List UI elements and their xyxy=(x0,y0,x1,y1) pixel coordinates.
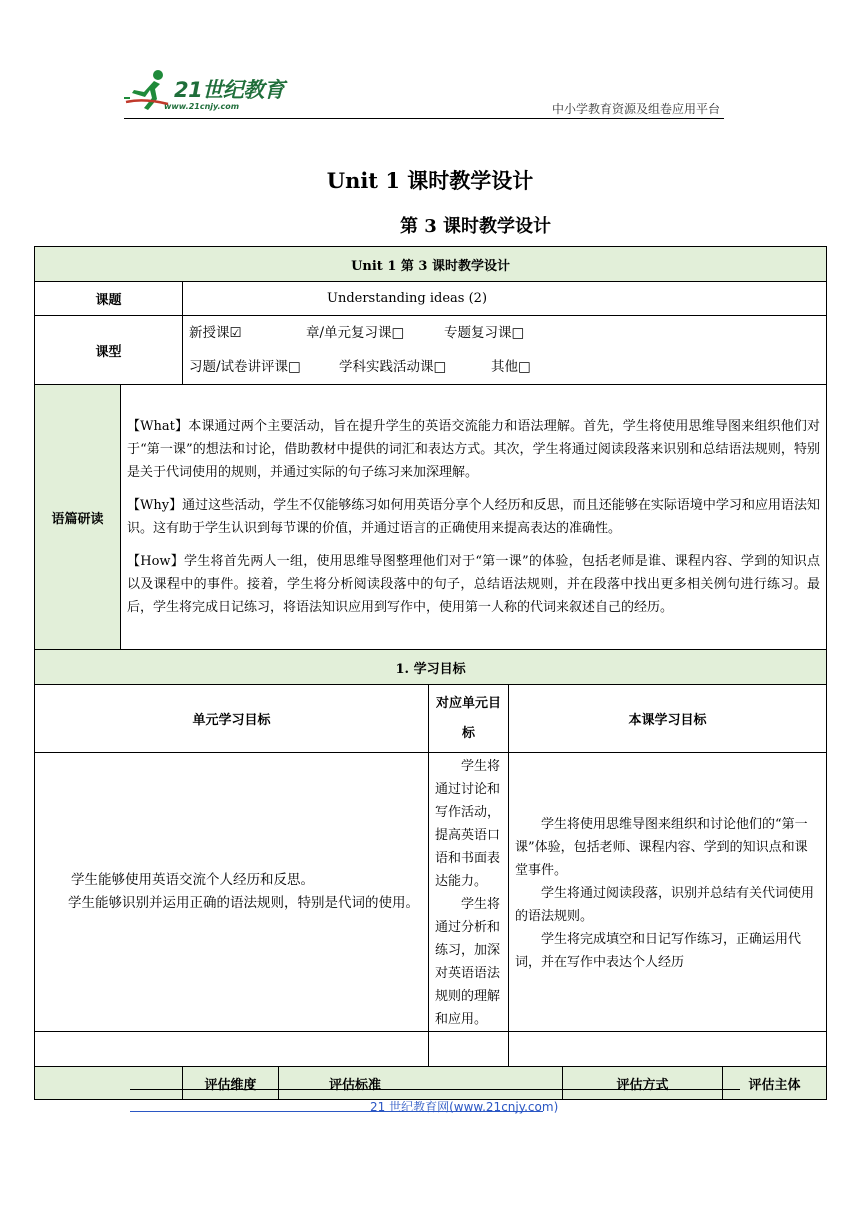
what-paragraph: 【What】本课通过两个主要活动，旨在提升学生的英语交流能力和语法理解。首先，学生将使用思维导图来组织他们对于“第一课”的想法和讨论，借助教材中提供的词汇和表达方式。其次，学生将通过阅读段落来识别和总结语法规则，特别是关于代词使用的规则，并通过实际的句子练习来加深理解。 xyxy=(127,419,821,480)
lesson-design-table xyxy=(34,246,827,1100)
topic-value xyxy=(183,282,827,316)
goals-section-title: 1. 学习目标 xyxy=(35,650,827,685)
logo-brand: 21世纪教育 xyxy=(174,78,285,102)
lesson-goal-1: 学生将使用思维导图来组织和讨论他们的“第一课”体验，包括老师、课程内容、学到的知识点和课堂事件。 xyxy=(515,816,808,878)
type-options xyxy=(183,316,827,385)
topic-label: 课题 xyxy=(35,282,183,316)
corresponding-goal-2: 学生将通过分析和练习，加深对英语语法规则的理解和应用。 xyxy=(435,897,501,1027)
how-paragraph: 【How】学生将首先两人一组，使用思维导图整理他们对于“第一课”的体验，包括老师是谁、课程内容、学到的知识点以及课程中的事件。接着，学生将分析阅读段落中的句子，总结语法规则，并在段落中找出更多相关例句进行练习。最后，学生将完成日记练习，将语法知识应用到写作中，使用第一人称的代词来叙述自己的经历。 xyxy=(127,554,821,615)
evaluation-header-row xyxy=(35,1067,827,1100)
unit-goals-header: 单元学习目标 xyxy=(35,685,429,753)
header-divider xyxy=(124,118,724,119)
eval-standard-header: 评估标准 xyxy=(279,1067,563,1100)
eval-method-header: 评估方式 xyxy=(563,1067,723,1100)
type-option-other[interactable]: 其他□ xyxy=(491,359,531,375)
empty-row xyxy=(35,1032,827,1067)
page-title: Unit 1 课时教学设计 xyxy=(326,168,534,193)
text-study-content xyxy=(121,385,827,650)
table-header-row xyxy=(35,247,827,282)
type-option-topic-review[interactable]: 专题复习课□ xyxy=(444,325,525,341)
table-header: Unit 1 第 3 课时教学设计 xyxy=(35,247,827,282)
goals-header-row xyxy=(35,685,827,753)
unit-goals-cell xyxy=(35,753,429,1032)
text-study-row xyxy=(35,385,827,650)
footer-link[interactable]: 21 世纪教育网(www.21cnjy.com) xyxy=(370,1100,559,1114)
lesson-goal-2: 学生将通过阅读段落，识别并总结有关代词使用的语法规则。 xyxy=(515,885,815,924)
goals-section-row xyxy=(35,650,827,685)
eval-subject-header: 评估主体 xyxy=(723,1067,827,1100)
goals-content-row xyxy=(35,753,827,1032)
type-row xyxy=(35,316,827,385)
topic-text: Understanding ideas (2) xyxy=(327,291,488,306)
type-option-exercise[interactable]: 习题/试卷讲评课□ xyxy=(189,359,301,375)
footer-divider xyxy=(130,1089,740,1090)
logo-url: www.21cnjy.com xyxy=(164,102,240,111)
platform-label: 中小学教育资源及组卷应用平台 xyxy=(551,102,720,116)
type-option-unit-review[interactable]: 章/单元复习课□ xyxy=(306,325,405,341)
empty-cell-2 xyxy=(429,1032,509,1067)
type-option-new[interactable]: 新授课☑ xyxy=(189,325,242,341)
type-label: 课型 xyxy=(35,316,183,385)
type-option-practice[interactable]: 学科实践活动课□ xyxy=(339,359,447,375)
unit-goal-2: 学生能够识别并运用正确的语法规则，特别是代词的使用。 xyxy=(68,895,419,911)
type-options-row-2 xyxy=(189,350,820,384)
empty-cell-3 xyxy=(509,1032,827,1067)
page-subtitle: 第 3 课时教学设计 xyxy=(400,216,552,237)
why-paragraph: 【Why】通过这些活动，学生不仅能够练习如何用英语分享个人经历和反思，而且还能够在实际语境中学习和应用语法知识。这有助于学生认识到每节课的价值，并通过语言的正确使用来提高表达的准确性。 xyxy=(127,498,821,536)
topic-row xyxy=(35,282,827,316)
corresponding-goal-1: 学生将通过讨论和写作活动，提高英语口语和书面表达能力。 xyxy=(435,759,501,889)
corresponding-goals-cell xyxy=(429,753,509,1032)
lesson-goal-3: 学生将完成填空和日记写作练习，正确运用代词，并在写作中表达个人经历 xyxy=(515,931,802,970)
empty-cell-1 xyxy=(35,1032,429,1067)
logo xyxy=(124,68,294,118)
eval-dimension-header: 评估维度 xyxy=(183,1067,279,1100)
type-options-row-1 xyxy=(189,316,820,350)
lesson-goals-cell xyxy=(509,753,827,1032)
lesson-goals-header: 本课学习目标 xyxy=(509,685,827,753)
page-header xyxy=(0,0,860,130)
corresponding-goals-header: 对应单元目标 xyxy=(429,685,509,753)
text-study-label: 语篇研读 xyxy=(35,385,121,650)
unit-goal-1: 学生能够使用英语交流个人经历和反思。 xyxy=(71,872,314,888)
evaluation-blank-cell xyxy=(35,1067,183,1100)
